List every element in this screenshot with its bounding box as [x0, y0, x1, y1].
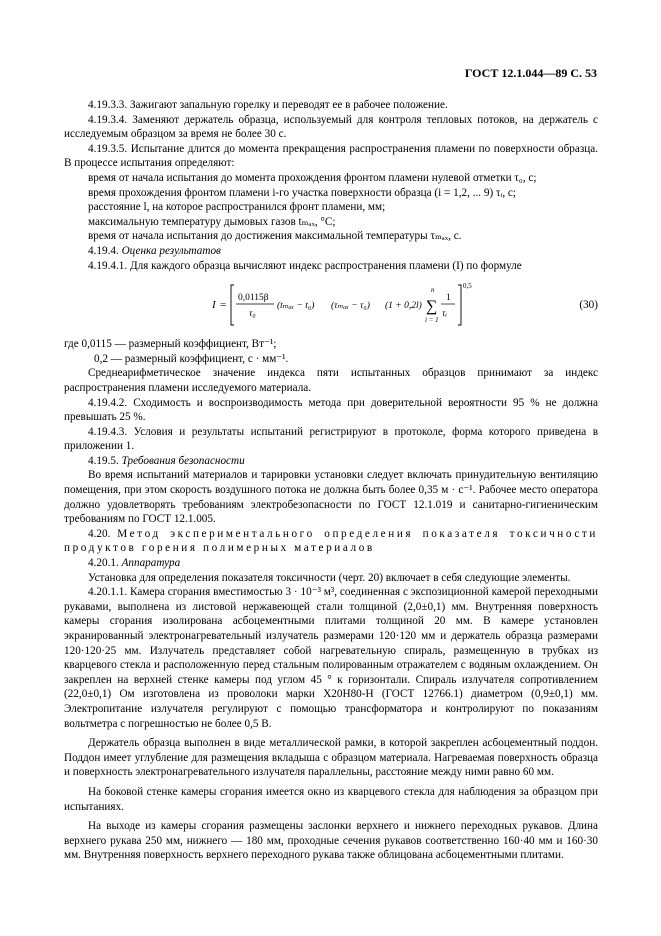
formula-equals: = [220, 299, 227, 312]
section-number: 4.19.5. [88, 454, 119, 467]
formula-exponent: 0,5 [463, 282, 472, 291]
paragraph: 4.19.3.4. Заменяют держатель образца, используемый для контроля тепловых потоков, на держатель с исследуемым образцом за время не более 30 с. [64, 113, 598, 141]
section-heading [64, 244, 598, 259]
section-number: 4.20. [88, 527, 111, 540]
section-title: Аппаратура [121, 557, 181, 570]
distance-term: (1 + 0,2l) [385, 301, 422, 312]
right-bracket [458, 285, 461, 325]
document-body [64, 98, 598, 863]
section-title: Оценка результатов [121, 244, 221, 257]
definition: где 0,0115 — размерный коэффициент, Вт⁻¹; [64, 338, 277, 351]
definition: 0,2 — размерный коэффициент, с · мм⁻¹. [94, 352, 289, 365]
coefficient-denominator: τ₀ [249, 309, 256, 320]
section-title: Метод экспериментального определения показателя токсичности продуктов горения полимерных материалов [64, 527, 599, 555]
paragraph: 4.20.1.1. Камера сгорания вместимостью 3 · 10⁻³ м³, соединенная с экспозиционной камерой переходными рукавами, выполнена из листовой нержавеющей стали толщиной (2,0±0,1) мм. Внутренняя поверхность камеры сгорания изолирована асбоцементными плитами толщиной 20 мм. В камере установлен экранированный электронагревательный излучатель размерами 120·120 мм и держатель образца размерами 120·120·25 мм. Излучатель представляет собой нагревательную спираль, размещенную в трубках из кварцевого стекла и расположенную перед стальным полированным отражателем с водяным охлаждением. Он закреплен на верхней стенке камеры под углом 45 ° к горизонтали. Спираль излучателя сопротивлением (22,0±0,1) Ом изготовлена из проволоки марки Х20Н80-Н (ГОСТ 12766.1) диаметром (0,9±0,1) мм. Электропитание излучателя регулируют с помощью трансформатора и контролируют по показаниям вольтметра с погрешностью не более 0,5 В. [64, 586, 598, 730]
paragraph: 4.19.4.2. Сходимость и воспроизводимость метода при доверительной вероятности 95 % не должна превышать 25 %. [64, 396, 598, 424]
list-item: время от начала испытания до достижения максимальной температуры τₘₐₓ, с. [88, 230, 462, 243]
time-term: (τₘₐₓ − τ₀) [331, 301, 370, 312]
flame-index-formula [212, 279, 512, 331]
paragraph: 4.19.4.1. Для каждого образца вычисляют индекс распространения пламени (I) по формуле [88, 259, 522, 272]
inner-fraction-numerator: 1 [446, 293, 451, 304]
sum-upper-limit: n [431, 286, 435, 295]
sum-sign: ∑ [426, 298, 438, 316]
paragraph: 4.19.4.3. Условия и результаты испытаний регистрируют в протоколе, форма которого приведена в приложении 1. [64, 425, 598, 453]
list-item: расстояние l, на которое распространился фронт пламени, мм; [88, 201, 386, 214]
section-title: Требования безопасности [121, 454, 245, 467]
formula-number: (30) [579, 299, 598, 312]
formula-lhs: I [212, 299, 216, 312]
page-header: ГОСТ 12.1.044—89 С. 53 [464, 66, 597, 80]
coefficient-numerator: 0,0115β [238, 293, 269, 304]
section-heading [64, 556, 598, 571]
list-item: время прохождения фронтом пламени i-го участка поверхности образца (i = 1,2, ... 9) τᵢ, с; [88, 186, 516, 199]
paragraph: 4.19.3.5. Испытание длится до момента прекращения распространения пламени по поверхности образца. В процессе испытания определяют: [64, 142, 598, 170]
sum-lower-limit: i = 1 [425, 316, 439, 325]
paragraph: Во время испытаний материалов и тарировки установки следует включать принудительную вентиляцию помещения, при этом скорость воздушного потока не должна быть более 0,35 м · с⁻¹. Рабочее место оператора должно удовлетворять требованиям электробезопасности по ГОСТ 12.1.019 и санитарно-гигиеническим требованиям по ГОСТ 12.1.005. [64, 469, 598, 526]
inner-fraction-denominator: τᵢ [442, 309, 447, 320]
paragraph: Держатель образца выполнен в виде металлической рамки, в которой закреплен асбоцементный поддон. Поддон имеет углубление для размещения вкладыша с образцом материала. Нагреваемая поверхность образца и поверхность электронагревательного излучателя параллельны, расстояние между ними равно 60 мм. [64, 737, 598, 779]
left-bracket [231, 285, 234, 325]
section-heading [64, 527, 598, 556]
paragraph: 4.19.3.3. Зажигают запальную горелку и переводят ее в рабочее положение. [88, 99, 448, 111]
list-item: максимальную температуру дымовых газов tₘₐₓ, °С; [88, 215, 336, 228]
section-number: 4.19.4. [88, 244, 119, 257]
formula-block [64, 279, 598, 331]
temperature-term: (tₘₐₓ − t₀) [277, 301, 315, 312]
paragraph: На боковой стенке камеры сгорания имеется окно из кварцевого стекла для наблюдения за образцом при испытаниях. [64, 785, 598, 813]
section-heading [64, 454, 598, 469]
paragraph: На выходе из камеры сгорания размещены заслонки верхнего и нижнего переходных рукавов. Длина верхнего рукава 250 мм, нижнего — 180 мм, проходные сечения рукавов соответственно 160·40 мм и 160·30 мм. Внутренняя поверхность верхнего переходного рукава также облицована асбоцементными плитами. [64, 820, 598, 862]
list-item: время от начала испытания до момента прохождения фронтом пламени нулевой отметки τ₀, с; [88, 171, 537, 184]
section-number: 4.20.1. [88, 557, 119, 570]
paragraph: Среднеарифметическое значение индекса пяти испытанных образцов принимают за индекс распространения пламени исследуемого материала. [64, 367, 598, 394]
paragraph: Установка для определения показателя токсичности (черт. 20) включает в себя следующие элементы. [88, 571, 571, 584]
